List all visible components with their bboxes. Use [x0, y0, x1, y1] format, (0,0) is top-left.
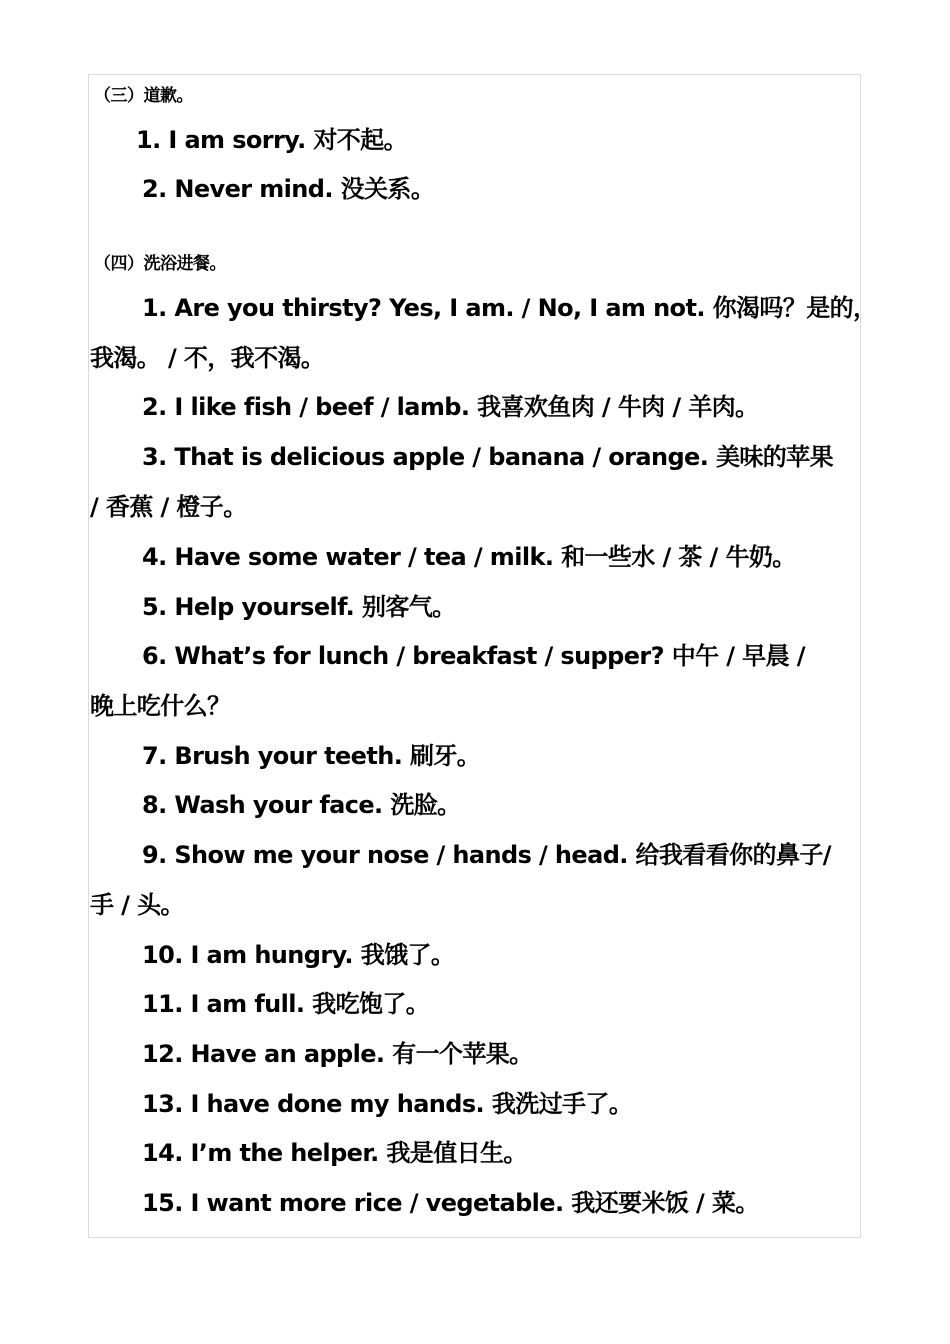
dining-line-12: 12. Have an apple. 有一个苹果。 [142, 1040, 533, 1068]
section-heading-apology: （三）道歉。 [94, 86, 193, 106]
apology-line-2: 2. Never mind. 没关系。 [142, 175, 435, 203]
dining-line-10: 10. I am hungry. 我饿了。 [142, 941, 455, 969]
dining-line-4: 4. Have some water / tea / milk. 和一些水 / 茶 / 牛奶。 [142, 543, 796, 571]
dining-line-9: 9. Show me your nose / hands / head. 给我看看你的鼻子/ [142, 841, 831, 869]
dining-line-11: 11. I am full. 我吃饱了。 [142, 990, 430, 1018]
dining-line-3: 3. That is delicious apple / banana / orange. 美味的苹果 [142, 443, 833, 471]
dining-line-1-cont: 我渴。 / 不，我不渴。 [90, 344, 325, 372]
dining-line-1: 1. Are you thirsty? Yes, I am. / No, I am not. 你渴吗？是的， [142, 294, 877, 322]
dining-line-6: 6. What’s for lunch / breakfast / supper? 中午 / 早晨 / [142, 642, 805, 670]
dining-line-15: 15. I want more rice / vegetable. 我还要米饭 / 菜。 [142, 1189, 759, 1217]
dining-line-7: 7. Brush your teeth. 刷牙。 [142, 742, 481, 770]
dining-line-5: 5. Help yourself. 别客气。 [142, 593, 456, 621]
dining-line-8: 8. Wash your face. 洗脸。 [142, 791, 461, 819]
dining-line-6-cont: 晚上吃什么？ [90, 692, 231, 720]
dining-line-14: 14. I’m the helper. 我是值日生。 [142, 1139, 527, 1167]
section-heading-washing-dining: （四）洗浴进餐。 [94, 254, 226, 274]
apology-line-1: 1. I am sorry. 对不起。 [136, 126, 407, 154]
dining-line-2: 2. I like fish / beef / lamb. 我喜欢鱼肉 / 牛肉 / 羊肉。 [142, 393, 759, 421]
dining-line-13: 13. I have done my hands. 我洗过手了。 [142, 1090, 633, 1118]
dining-line-3-cont: / 香蕉 / 橙子。 [90, 493, 247, 521]
dining-line-9-cont: 手 / 头。 [90, 891, 184, 919]
